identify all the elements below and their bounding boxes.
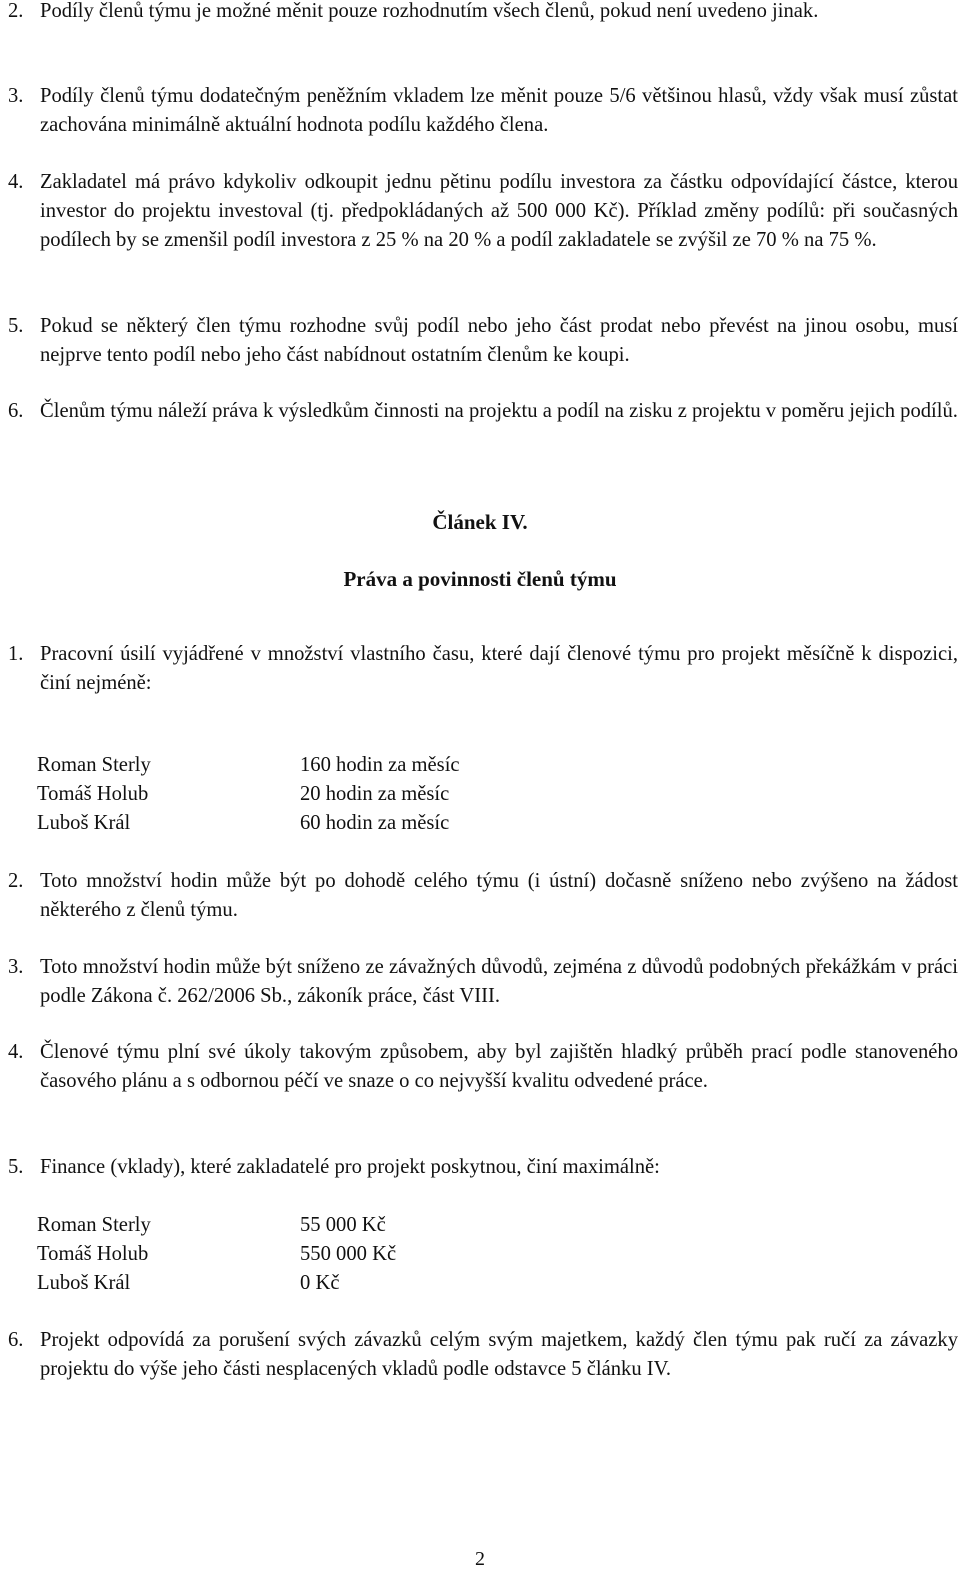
article3-item-6 — [8, 397, 958, 426]
item-text: Projekt odpovídá za porušení svých závazků celým svým majetkem, každý člen týmu pak ručí za závazky projektu do výše jeho části nesplacených vkladů podle odstavce 5 článku IV. — [40, 1329, 958, 1380]
item-text: Pokud se některý člen týmu rozhodne svůj podíl nebo jeho část prodat nebo převést na jinou osobu, musí nejprve tento podíl nebo jeho část nabídnout ostatním členům ke koupi. — [40, 315, 958, 366]
item-number: 3. — [8, 85, 24, 107]
hours-value: 60 hodin za měsíc — [300, 812, 450, 834]
item-text: Finance (vklady), které zakladatelé pro projekt poskytnou, činí maximálně: — [40, 1156, 660, 1178]
hours-value: 160 hodin za měsíc — [300, 754, 460, 776]
item-number: 4. — [8, 171, 24, 193]
finance-value: 550 000 Kč — [300, 1243, 397, 1265]
item-number: 2. — [8, 0, 24, 22]
article4-item-1 — [8, 640, 958, 698]
article-heading: Článek IV. — [432, 510, 528, 534]
article3-item-5 — [8, 312, 958, 370]
hours-value: 20 hodin za měsíc — [300, 783, 450, 805]
item-number: 5. — [8, 315, 24, 337]
item-text: Členové týmu plní své úkoly takovým způsobem, aby byl zajištěn hladký průběh prací podle stanoveného časového plánu a s odbornou péčí ve snaze o co nejvyšší kvalitu odvedené práce. — [40, 1041, 958, 1092]
article4-item-3 — [8, 953, 958, 1011]
item-text: Podíly členů týmu je možné měnit pouze rozhodnutím všech členů, pokud není uvedeno jinak. — [40, 0, 819, 22]
article4-item-6 — [8, 1326, 958, 1384]
item-number: 6. — [8, 400, 24, 422]
item-text: Zakladatel má právo kdykoliv odkoupit jednu pětinu podílu investora za částku odpovídající částce, kterou investor do projektu investoval (tj. předpokládaných až 500 000 Kč). Příklad změny podílů: při současných podílech by se zmenšil podíl investora z 25 % na 20 % a podíl zakladatele se zvýšil ze 70 % na 75 %. — [40, 171, 958, 251]
item-number: 3. — [8, 956, 24, 978]
item-number: 5. — [8, 1156, 24, 1178]
article3-item-4 — [8, 168, 958, 255]
article4-item-5 — [8, 1153, 958, 1182]
article3-item-2 — [8, 0, 958, 26]
member-name: Roman Sterly — [37, 1214, 151, 1236]
item-number: 1. — [8, 643, 24, 665]
page-number: 2 — [475, 1548, 485, 1570]
item-text: Toto množství hodin může být sníženo ze závažných důvodů, zejména z důvodů podobných překážkám v práci podle Zákona č. 262/2006 Sb., zákoník práce, část VIII. — [40, 956, 958, 1007]
finance-value: 0 Kč — [300, 1272, 340, 1294]
article-subheading: Práva a povinnosti členů týmu — [343, 567, 617, 591]
item-number: 6. — [8, 1329, 24, 1351]
item-number: 4. — [8, 1041, 24, 1063]
item-number: 2. — [8, 870, 24, 892]
finance-value: 55 000 Kč — [300, 1214, 386, 1236]
article4-item-4 — [8, 1038, 958, 1096]
article4-item-2 — [8, 867, 958, 925]
item-text: Pracovní úsilí vyjádřené v množství vlastního času, které dají členové týmu pro projekt měsíčně k dispozici, činí nejméně: — [40, 643, 958, 694]
member-name: Luboš Král — [37, 812, 131, 834]
member-name: Luboš Král — [37, 1272, 131, 1294]
item-text: Podíly členů týmu dodatečným peněžním vkladem lze měnit pouze 5/6 většinou hlasů, vždy však musí zůstat zachována minimálně aktuální hodnota podílu každého člena. — [40, 85, 958, 136]
item-text: Členům týmu náleží práva k výsledkům činnosti na projektu a podíl na zisku z projektu v poměru jejich podílů. — [40, 400, 958, 422]
item-text: Toto množství hodin může být po dohodě celého týmu (i ústní) dočasně sníženo nebo zvýšeno na žádost některého z členů týmu. — [40, 870, 958, 921]
member-name: Roman Sterly — [37, 754, 151, 776]
member-name: Tomáš Holub — [37, 783, 149, 805]
article3-item-3 — [8, 82, 958, 140]
member-name: Tomáš Holub — [37, 1243, 149, 1265]
